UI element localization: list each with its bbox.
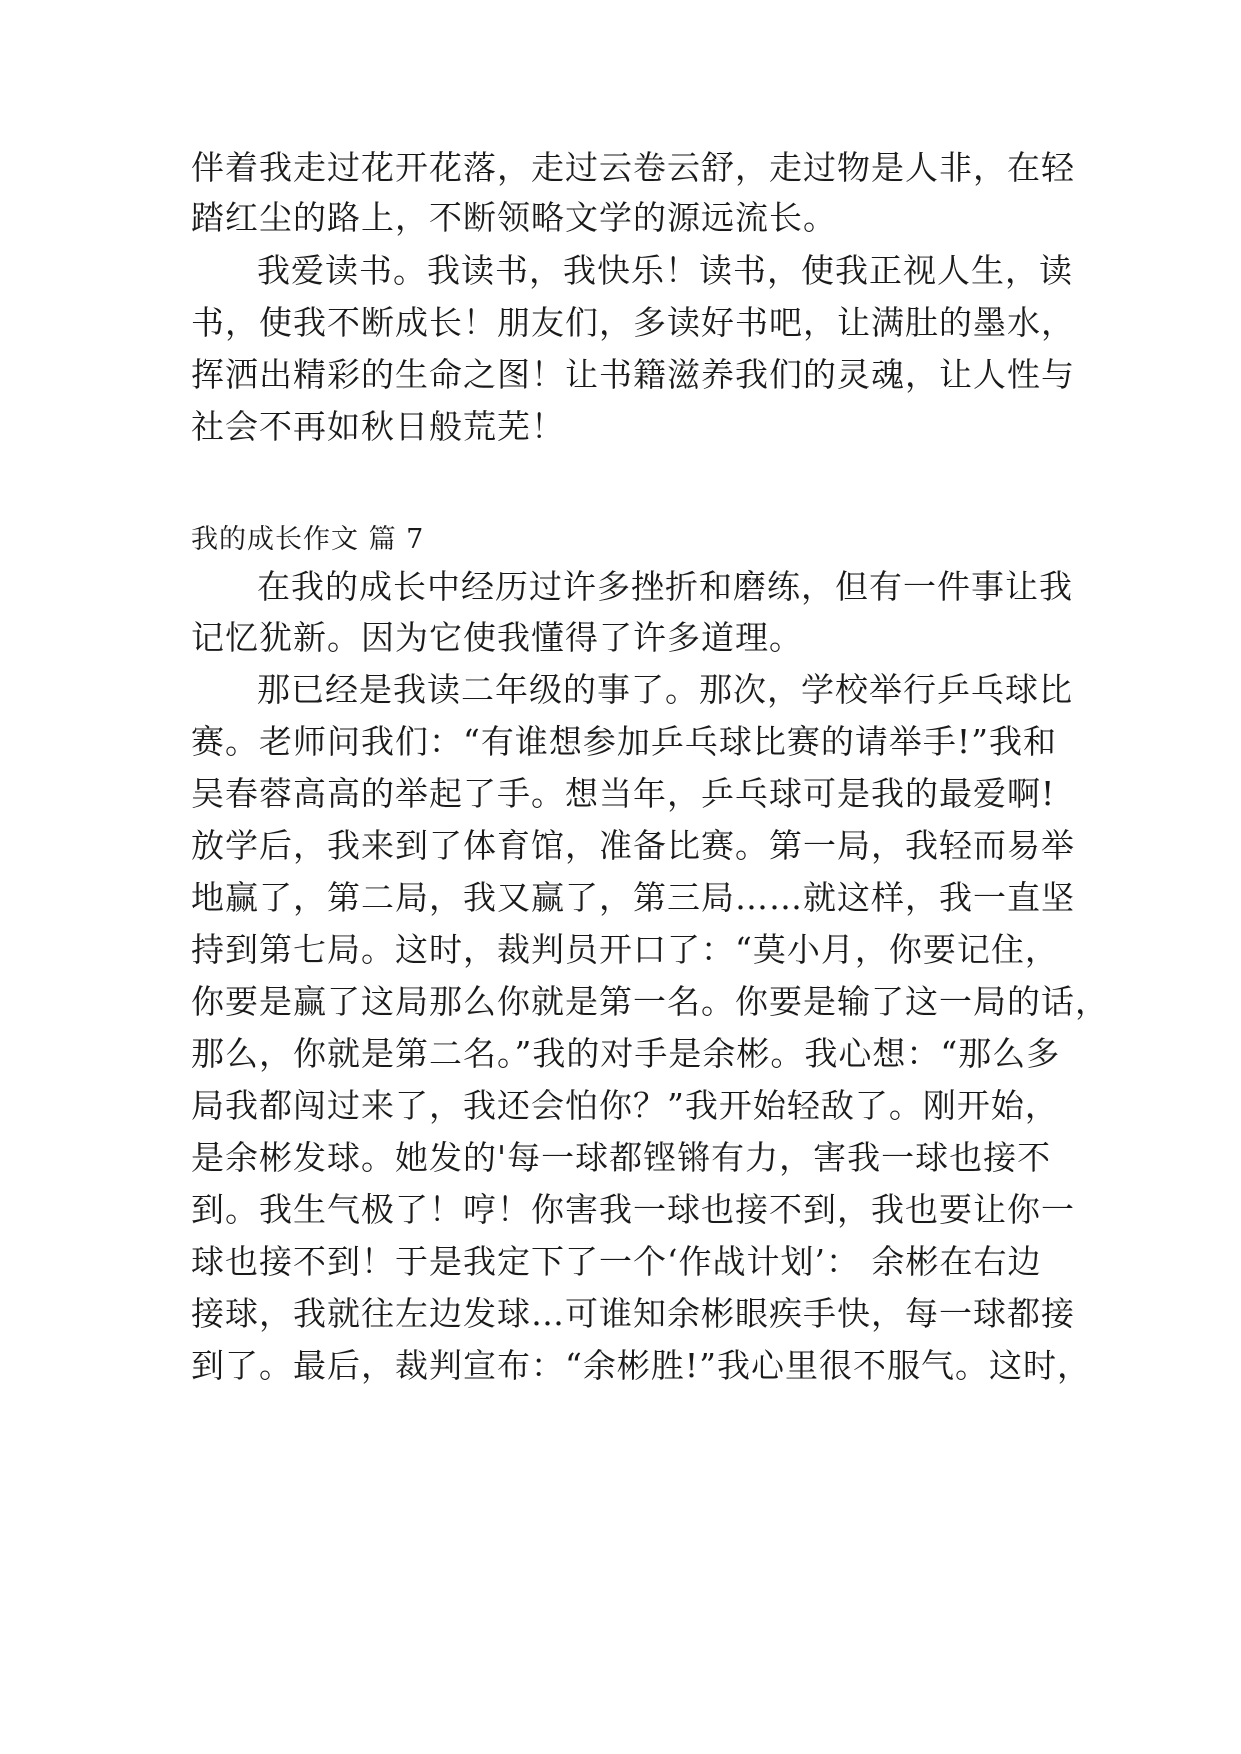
text-line: 挥洒出精彩的生命之图！让书籍滋养我们的灵魂，让人性与 xyxy=(191,355,1075,394)
text-line: 持到第七局。这时，裁判员开口了：“莫小月，你要记住， xyxy=(191,930,1059,969)
text-line: 放学后，我来到了体育馆，准备比赛。第一局，我轻而易举 xyxy=(191,826,1075,865)
text-line: 在我的成长中经历过许多挫折和磨练，但有一件事让我 xyxy=(257,567,1073,606)
text-line: 赛。老师问我们：“有谁想参加乒乓球比赛的请举手!”我和 xyxy=(191,722,1058,761)
text-line: 踏红尘的路上，不断领略文学的源远流长。 xyxy=(191,198,837,237)
text-line: 社会不再如秋日般荒芜！ xyxy=(191,407,565,446)
text-line: 局我都闯过来了，我还会怕你？”我开始轻敌了。刚开始， xyxy=(191,1086,1059,1125)
text-line: 球也接不到！于是我定下了一个‘作战计划’： 余彬在右边 xyxy=(191,1242,1042,1281)
text-line: 地赢了，第二局，我又赢了，第三局……就这样，我一直坚 xyxy=(191,878,1075,917)
text-line: 吴春蓉高高的举起了手。想当年，乒乓球可是我的最爱啊! xyxy=(191,774,1056,813)
text-line: 那么，你就是第二名。”我的对手是余彬。我心想：“那么多 xyxy=(191,1034,1061,1073)
section-title: 我的成长作文 篇 7 xyxy=(191,524,425,555)
text-line: 我爱读书。我读书，我快乐！读书，使我正视人生，读 xyxy=(257,251,1073,290)
text-line: 接球，我就往左边发球…可谁知余彬眼疾手快，每一球都接 xyxy=(191,1294,1075,1333)
text-line: 书，使我不断成长！朋友们，多读好书吧，让满肚的墨水， xyxy=(191,303,1075,342)
text-line: 到。我生气极了！哼！你害我一球也接不到，我也要让你一 xyxy=(191,1190,1075,1229)
text-line: 到了。最后，裁判宣布：“余彬胜!”我心里很不服气。这时， xyxy=(191,1346,1092,1385)
text-line: 伴着我走过花开花落，走过云卷云舒，走过物是人非，在轻 xyxy=(191,148,1075,187)
text-line: 你要是赢了这局那么你就是第一名。你要是输了这一局的话， xyxy=(191,982,1109,1021)
text-line: 是余彬发球。她发的'每一球都铿锵有力，害我一球也接不 xyxy=(191,1138,1052,1177)
text-line: 记忆犹新。因为它使我懂得了许多道理。 xyxy=(191,618,803,657)
text-line: 那已经是我读二年级的事了。那次，学校举行乒乓球比 xyxy=(257,670,1073,709)
